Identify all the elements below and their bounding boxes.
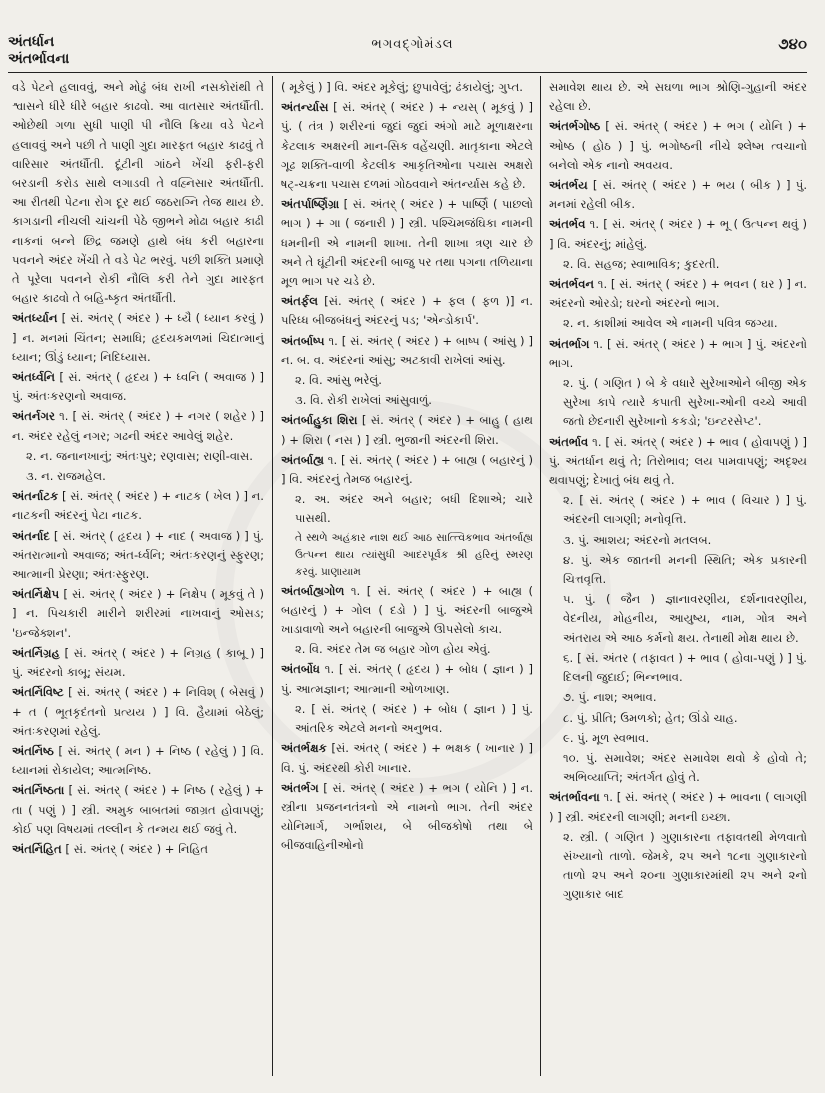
dictionary-entry: [12, 585, 264, 643]
definition-text: ૨. સ્ત્રી. ( ગણિત ) ગુણાકારના તફાવતથી મેળવાતો સંખ્યાનો તાળો. જેમકે, ૨૫ અને ૧૮ના ગુણાકારનો તાળો ૨૫ અને ૨૦ના ગુણાકારમાંથી ૨૫ અને ૨નો ગુણાકાર બાદ: [563, 829, 807, 902]
dictionary-entry: [12, 840, 264, 859]
definition-text: ૧. [ સં. અંતર્ ( અંદર ) + ભવન ( ઘર ) ] ન. અંદરનો ઓરડો; ઘરનો અંદરનો ભાગ.: [549, 277, 807, 311]
entry-sense: [281, 391, 533, 410]
entry-sense: [281, 490, 533, 528]
definition-text: ( મૂકેલું ) ] વિ. અંદર મૂકેલું; છુપાવેલું; ઢંકાયેલું; ગુપ્ત.: [281, 80, 523, 94]
header-rule: [8, 72, 807, 73]
guide-word-first: અંતર્ધાન: [8, 34, 55, 50]
headword: અંતર્નિહિત: [12, 841, 62, 856]
column-3: [549, 78, 807, 1078]
entry-sense: [549, 374, 807, 432]
definition-text: ૨. અ. અંદર અને બહાર; બધી દિશાએ; ચારે પાસથી.: [295, 492, 533, 526]
dictionary-entry: [12, 309, 264, 367]
dictionary-entry: [12, 781, 264, 839]
headword: અંતર્ભાગ: [549, 336, 590, 351]
column-1: [12, 78, 264, 1078]
column-2: [281, 78, 533, 1078]
headword: અંતર્બાહ્ય: [281, 452, 324, 467]
definition-text: ૩. વિ. રોકી રાખેલાં આંસુવાળું.: [295, 393, 432, 408]
definition-text: ૬. [ સં. અંતર ( તફાવત ) + ભાવ ( હોવા-પણું ) ] પું. દિલની જુદાઈ; ભિન્નભાવ.: [563, 650, 807, 685]
definition-text: ૩. ન. રાજમહેલ.: [26, 469, 106, 484]
definition-text: ૧. [ સં. અંતર્ ( અંદર ) + બાહ્ય ( બહારનું ) ] વિ. અંદરનું તેમજ બહારનું.: [281, 452, 533, 487]
dictionary-entry: [12, 407, 264, 445]
definition-text: [ સં. અંતર્ ( અંદર ) + ન્યસ્ ( મૂકવું ) ] પું. ( તંત્ર ) શરીરનાં જુદાં જુદાં અંગો માટે મૂળાક્ષરના કેટલાક અક્ષરની માન-સિક વહેંચણી. માતૃકાના એટલે ગૂઢ શક્તિ-વાળી કેટલીક આકૃતિઓના પચાસ અક્ષરો ષટ્-ચક્રના પચાસ દળમાં ગોઠવવાને અંતર્ન્યાસ કહે છે.: [281, 100, 533, 192]
definition-text: [ સં. અંતર્ ( અંદર ) + નાટક ( ખેલ ) ] ન. નાટકની અંદરનું પેટા નાટક.: [12, 489, 264, 523]
headword: અંતર્પાર્ષ્ણિગ્રા: [281, 197, 340, 212]
definition-text: તે સ્થળે અહંકાર નાશ થઈ આઠ સાત્ત્વિકભાવ અંતર્બાહ્ય ઉત્પન્ન થાય ત્યાંસુધી આદરપૂર્વક શ્રી હરિનું સ્મરણ કરવું. પ્રાણાયામ: [295, 531, 533, 578]
definition-text: [ સં. અંતર્ ( અંદર ) + નિવિશ્ ( બેસવું ) + ત ( ભૂતકૃદંતનો પ્રત્યય ) ] વિ. હૈયામાં બેઠેલું; અંતઃકરણમાં રહેલું.: [12, 685, 264, 738]
definition-text: ૭. પું. નાશ; અભાવ.: [563, 690, 657, 705]
dictionary-entry: [281, 195, 533, 291]
dictionary-entry: [549, 335, 807, 373]
definition-text: ૧. [ સં. અંતર્ ( અંદર ) + ભાવ ( હોવાપણું ) ] પું. અંતર્ધાન થવું તે; તિરોભાવ; લય પામવાપણું; અદૃશ્ય થવાપણું; દેખાતું બંધ થવું તે.: [549, 434, 807, 488]
dictionary-entry: [549, 117, 807, 175]
definition-text: [ સં. અંતર્ ( મન ) + નિષ્ઠ ( રહેલું ) ] વિ. ધ્યાનમાં રોકાયેલ; આત્મનિષ્ઠ.: [12, 743, 264, 778]
definition-text: ૧. [ સં. અંતર્ ( અંદર ) + ભાવના ( લાગણી ) ] સ્ત્રી. અંદરની લાગણી; મનની ઇચ્છા.: [549, 790, 807, 824]
entry-sense: [549, 531, 807, 550]
headword: અંતર્નાદ: [12, 528, 50, 543]
definition-text: [ સં. અંતર્ ( અંદર ) + નિગ્રહ ( કાબૂ ) ] પું. અંદરનો કાબૂ; સંયમ.: [12, 645, 264, 680]
definition-text: ૨. પું. ( ગણિત ) બે કે વધારે સુરેખાઓને બીજી એક સુરેખા કાપે ત્યારે કપાતી સુરેખા-ઓની વચ્ચે આવી જતો છેદનારી સુરેખાનો કકડો; 'ઇન્ટરસેપ્ટ'.: [563, 376, 807, 429]
definition-text: [સં. અંતર્ ( અંદર ) + ભક્ષક ( ખાનાર ) ] વિ. પું. અંદરથી કોરી ખાનાર.: [281, 741, 533, 775]
headword: અંતર્નાટક: [12, 489, 59, 504]
column-divider: [272, 76, 273, 1076]
definition-text: [ સં. અંતર્ ( અંદર ) + નિક્ષેપ ( મૂકવું તે ) ] ન. પિચકારી મારીને શરીરમાં નાખવાનું ઓસડ; 'ઇન્જેક્શન'.: [12, 587, 264, 640]
definition-text: ૩. પું. આશય; અંદરનો મતલબ.: [563, 532, 712, 547]
headword: અંતર્ફલ: [281, 294, 318, 309]
entry-sense: [12, 78, 264, 308]
definition-text: [સં. અંતર્ ( અંદર ) + ફલ ( ફળ )] ન. પરિધ્ધ બીજબંધનું અંદરનું પડ; 'એન્ડોકાર્પ'.: [281, 294, 533, 328]
dictionary-entry: [549, 215, 807, 253]
definition-text: [ સં. અંતર્ ( હૃદય ) + નાદ ( અવાજ ) ] પું. અંતરાત્માનો અવાજ; અંત-ર્ધ્વનિ; અંતઃકરણનું સ્ફુરણ; આત્માની પ્રેરણા; અંતઃસ્ફુરણ.: [12, 528, 264, 582]
dictionary-entry: [549, 176, 807, 214]
dictionary-entry: [12, 368, 264, 406]
definition-text: [ સં. અંતર્ ( અંદર ) + નિષ્ઠ ( રહેલું ) + તા ( પણું ) ] સ્ત્રી. અમુક બાબતમાં જાગ્રત હોવાપણું; કોઈ પણ વિષયમાં તલ્લીન કે તન્મય થઈ જવું તે.: [12, 783, 264, 836]
entry-sense: [549, 729, 807, 748]
entry-sense: [549, 255, 807, 274]
definition-text: ૨. ન. જનાનખાનું; અંતઃપુર; રણવાસ; રાણી-વાસ.: [26, 448, 253, 463]
definition-text: સમાવેશ થાય છે. એ સઘળા ભાગ શ્રોણિ-ગુહાની અંદર રહેલા છે.: [549, 80, 807, 114]
column-divider: [540, 76, 541, 1076]
dictionary-entry: [281, 451, 533, 489]
entry-sense: [549, 749, 807, 787]
definition-text: ૨. વિ. આંસુ ભરેલું.: [295, 373, 382, 388]
definition-text: ૨. [ સં. અંતર્ ( અંદર ) + બોધ ( જ્ઞાન ) ] પું. આંતરિક એટલે મનનો અનુભવ.: [295, 701, 533, 736]
dictionary-entry: [549, 433, 807, 491]
headword: અંતર્ભાવના: [549, 790, 600, 805]
dictionary-entry: [281, 660, 533, 698]
definition-text: ૫. પું. ( જૈન ) જ્ઞાનાવરણીય, દર્શનાવરણીય, વેદનીય, મોહનીય, આયુષ્ય, નામ, ગોત્ર અને અંતરાય એ આઠ કર્મનો ક્ષય. તેનાથી મોક્ષ થાય છે.: [563, 592, 807, 645]
definition-text: ૧. [ સં. અંતર્ ( અંદર ) + ભાગ ] પું. અંદરનો ભાગ.: [549, 336, 807, 370]
headword: અંતર્બાહુકા શિરા: [281, 413, 358, 428]
page-number: ૭૪૦: [778, 35, 807, 53]
definition-text: [ સં. અંતર્ ( અંદર ) + ભગ ( યોનિ ) ] ન. સ્ત્રીના પ્રજનનતંત્રનો એ નામનો ભાગ. તેની અંદર યોનિમાર્ગ, ગર્ભાશય, બે બીજકોષો તથા બે બીજવાહિનીઓનો: [281, 780, 533, 853]
dictionary-entry: [12, 683, 264, 741]
definition-text: ૨. ન. કાશીમાં આવેલ એ નામની પવિત્ર જગ્યા.: [563, 316, 778, 331]
definition-text: [ સં. અંતર્ ( અંદર ) + ધ્યૈ ( ધ્યાન કરવું ) ] ન. મનમાં ચિંતન; સમાધિ; હૃદયકમળમાં ચિદાત્માનું ધ્યાન; ઊંડું ધ્યાન; નિદિધ્યાસ.: [12, 311, 264, 364]
entry-sense: [281, 371, 533, 390]
headword: અંતર્ધ્વનિ: [12, 370, 55, 385]
dictionary-entry: [12, 644, 264, 682]
entry-sense: [549, 649, 807, 687]
dictionary-entry: [12, 527, 264, 585]
dictionary-entry: [281, 411, 533, 449]
dictionary-entry: [281, 739, 533, 777]
headword: અંતર્ધ્યાન: [12, 311, 58, 326]
headword: અંતર્નિગ્રહ: [12, 645, 60, 660]
dictionary-entry: [281, 779, 533, 856]
entry-sense: [281, 700, 533, 738]
headword: અંતર્નિક્ષેપ: [12, 587, 60, 602]
dictionary-entry: [281, 332, 533, 370]
entry-sense: [12, 467, 264, 486]
headword: અંતર્નિષ્ઠ: [12, 743, 54, 758]
headword: અંતર્નિવિષ્ટ: [12, 685, 64, 700]
dictionary-entry: [549, 275, 807, 313]
definition-text: ૮. પું. પ્રીતિ; ઉમળકો; હેત; ઊંડો ચાહ.: [563, 710, 738, 725]
running-title: ભગવદ્ગોમંડલ: [371, 37, 454, 52]
definition-text: ૨. વિ. સહજ; સ્વાભાવિક; કુદરતી.: [563, 256, 720, 271]
entry-sense: [549, 78, 807, 116]
dictionary-entry: [281, 98, 533, 194]
quotation: [281, 530, 533, 581]
entry-sense: [549, 551, 807, 589]
entry-sense: [549, 491, 807, 529]
entry-sense: [549, 314, 807, 333]
definition-text: ૨. [ સં. અંતર્ ( અંદર ) + ભાવ ( વિચાર ) ] પું. અંદરની લાગણી; મનોવૃત્તિ.: [563, 493, 807, 527]
definition-text: [ સં. અંતર્ ( અંદર ) + ભગ ( યોનિ ) + ઓષ્ઠ ( હોઠ ) ] પું. ભગોષ્ઠની નીચે શ્લેષ્મ ત્વચાનો બનેલો એક નાનો અવયવ.: [549, 119, 807, 172]
definition-text: ૧. [ સં. અંતર્ ( અંદર ) + ભૂ ( ઉત્પન્ન થવું ) ] વિ. અંદરનું; માંહેલું.: [549, 217, 807, 251]
headword: અંતર્ભક્ષક: [281, 741, 327, 756]
entry-sense: [281, 78, 533, 97]
headword: અંતર્બાહ્યગોળ: [281, 583, 345, 598]
headword: અંતર્ભગ: [281, 780, 319, 795]
entry-sense: [549, 688, 807, 707]
entry-sense: [549, 828, 807, 905]
headword: અંતર્બોધ: [281, 662, 320, 677]
dictionary-entry: [281, 582, 533, 640]
dictionary-entry: [12, 487, 264, 525]
definition-text: ૧. [ સં. અંતર્ ( અંદર ) + બાહ્ય ( બહારનું ) + ગોલ ( દડો ) ] પું. અંદરની બાજુએ ખાડાવાળો અને બહારની બાજુએ ઊપસેલો કાચ.: [281, 583, 533, 637]
definition-text: ૪. પું. એક જાતની મનની સ્થિતિ; એક પ્રકારની ચિત્તવૃત્તિ.: [563, 552, 807, 587]
definition-text: [ સં. અંતર્ ( અંદર ) + ભય ( બીક ) ] પું. મનમાં રહેલી બીક.: [549, 178, 807, 212]
definition-text: ૨. વિ. અંદર તેમ જ બહાર ગોળ હોય એવું.: [295, 642, 491, 657]
headword: અંતર્ભવ: [549, 217, 586, 232]
definition-text: વડે પેટને હલાવવું, અને મોઢું બંધ રાખી નસકોરાંથી તે શ્વાસને ધીરે ધીરે બહાર કાઢવો. આ વાતસાર અંતર્ધૌતી. ઓછેથી ગળા સુધી પાણી પી નૌલિ ક્રિયા વડે પેટને હલાવવું અને પછી તે પાણી ગુદા મારફત બહાર કાઢવું તે વારિસાર અંતર્ધૌતી. દૂંટીની ગાંઠને ખેંચી ફરી-ફરી બરડાની કરોડ સાથે લગાડવી તે વહ્નિસાર અંતર્ધૌતી. આ રીતથી પેટના રોગ દૂર થઈ જઠરાગ્નિ તેજ થાય છે. કાગડાની નીચલી ચાંચની પેઠે જીભને મોઢા બહાર કાઢી નાકનાં બન્ને છિદ્ર જમણે હાથે બંધ કરી બહારના પવનને અંદર ખેંચી તે વડે પેટ ભરવું. પછી શક્તિ પ્રમાણે તે પૂરેલા પવનને રોકી નૌલિ કરી તેને ગુદા મારફત બહાર કાઢવો તે બહિ-ષ્કૃત અંતર્ધૌતી.: [12, 80, 264, 306]
definition-text: [ સં. અંતર્ ( અંદર ) + પાર્ષ્ણિ ( પાછલો ભાગ ) + ગા ( જનારી ) ] સ્ત્રી. પશ્ચિમજંઘિકા નામની ધમનીની એ નામની શાખા. તેની શાખા ત્રણ ચાર છે અને તે ઘૂંટીની અંદરની બાજુ પર તથા પગના તળિયાના મૂળ ભાગ પર ચડે છે.: [281, 197, 533, 289]
headword: અંતર્ભય: [549, 178, 588, 193]
headword: અંતર્ભગોષ્ઠ: [549, 119, 601, 134]
definition-text: ૧. [ સં. અંતર્ ( હૃદય ) + બોધ ( જ્ઞાન ) ] પું. આત્મજ્ઞાન; આત્માની ઓળખાણ.: [281, 662, 533, 696]
headword: અંતર્ન્યાસ: [281, 100, 329, 115]
definition-text: ૧૦. પું. સમાવેશ; અંદર સમાવેશ થવો કે હોવો તે; અભિવ્યાપ્તિ; અંતર્ગત હોવું તે.: [563, 750, 807, 785]
dictionary-entry: [281, 292, 533, 330]
definition-text: ૧. [ સં. અંતર્ ( અંદર ) + નગર ( શહેર ) ] ન. અંદર રહેલું નગર; ગઢની અંદર આવેલું શહેર.: [12, 409, 264, 443]
guide-word-last: અંતર્ભાવના: [8, 51, 70, 67]
entry-sense: [12, 447, 264, 466]
entry-sense: [549, 590, 807, 648]
definition-text: [ સં. અંતર્ ( અંદર ) + નિહિત: [61, 841, 209, 856]
dictionary-entry: [12, 742, 264, 780]
definition-text: [ સં. અંતર્ ( અંદર ) + બાહુ ( હાથ ) + શિરા ( નસ ) ] સ્ત્રી. ભુજાની અંદરની શિરા.: [281, 413, 533, 447]
headword: અંતર્બાષ્પ: [281, 333, 325, 348]
headword: અંતર્ભવન: [549, 277, 595, 292]
entry-sense: [281, 640, 533, 659]
headword: અંતર્ભાવ: [549, 434, 589, 449]
entry-sense: [549, 709, 807, 728]
definition-text: ૧. [ સં. અંતર્ ( અંદર ) + બાષ્પ ( આંસુ ) ] ન. બ. વ. અંદરનાં આંસુ; અટકાવી રાખેલાં આંસુ.: [281, 333, 533, 367]
headword: અંતર્નગર: [12, 409, 56, 424]
definition-text: [ સં. અંતર્ ( હૃદય ) + ધ્વનિ ( અવાજ ) ] પું. અંતઃકરણનો અવાજ.: [12, 370, 264, 404]
headword: અંતર્નિષ્ઠતા: [12, 783, 65, 798]
definition-text: ૯. પું. મૂળ સ્વભાવ.: [563, 730, 650, 745]
dictionary-entry: [549, 788, 807, 826]
